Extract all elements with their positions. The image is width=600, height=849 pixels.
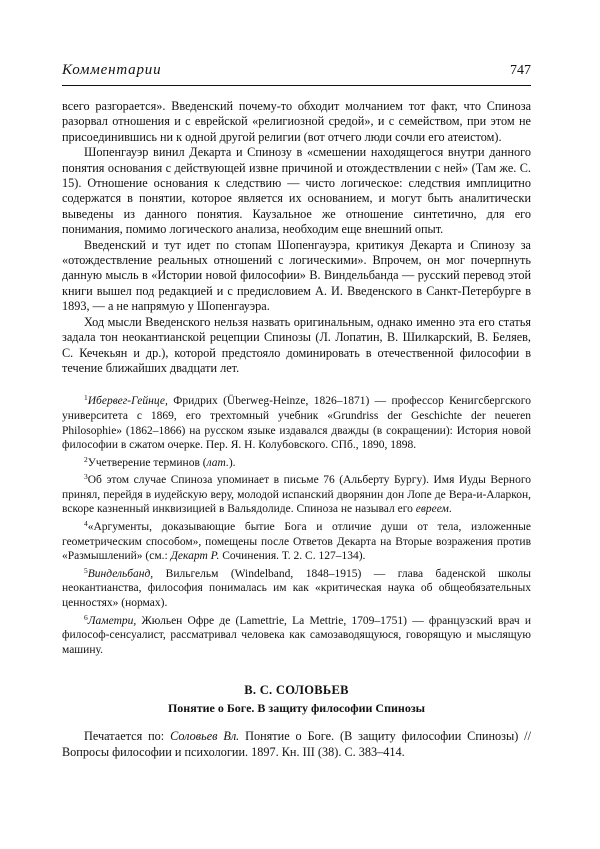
footnote-marker: 1 (84, 393, 88, 403)
footnote-text: Сочинения. Т. 2. С. 127–134). (219, 550, 366, 563)
running-header (62, 62, 531, 86)
paragraph-4: Ход мысли Введенского нельзя назвать оригинальным, однако именно эта его статья задала тон неокантианской рецепции Спинозы (Л. Лопатин, В. Шилкарский, В. Беляев, С. Кечекьян и др.), которой предстояло доминировать в отечественной философии в течение ближайших двадцати лет. (62, 314, 531, 375)
footnote-text: Вильгельм (Windelband, 1848–1915) — глава баденской школы неокантианства, философия понималась им как «критическая наука об общеобязательных ценностях» (нормах). (62, 567, 531, 610)
footnote-4 (62, 517, 531, 564)
page (62, 62, 531, 760)
footnote-text: Об этом случае Спиноза упоминает в письме 76 (Альберту Бургу). Имя Иуды Верного принял, перейдя в иудейскую веру, молодой испанский дворянин дон Лопе де Вера-и-Аларкон, вскоре казненный инквизицией в Вальядолиде. Спиноза не называл его (62, 474, 531, 516)
footnote-1 (62, 391, 531, 452)
footnote-lead: Виндельбанд, (87, 567, 154, 580)
footnote-6 (62, 611, 531, 658)
footnote-italic: Декарт Р. (170, 550, 220, 563)
publication-text: Понятие о Боге. (В защиту философии Спинозы) // Вопросы философии и психологии. 1897. Кн. III (38). С. 383–414. (62, 729, 531, 759)
footnote-text: ). (228, 456, 236, 469)
footnote-lead: Ибервег-Гейнце, (87, 395, 168, 408)
footnote-lead: Ламетри, (87, 614, 137, 627)
publication-note (62, 729, 531, 760)
publication-author: Соловьев Вл. (170, 729, 240, 744)
footnote-2 (62, 453, 531, 471)
publication-text: Печатается по: (84, 729, 171, 744)
footnote-marker: 6 (84, 612, 88, 622)
footnote-3 (62, 470, 531, 517)
page-number: 747 (510, 63, 531, 78)
footnote-italic: лат. (206, 456, 229, 469)
footnote-italic: евреем (415, 503, 449, 516)
paragraph-1: всего разгорается». Введенский почему-то обходит молчанием тот факт, что Спиноза разорвал отношения и с еврейской «религиозной средой», и с семейством, при этом не присоединившись ни к одной другой религии (вот отчего люди сочли его атеистом). (62, 99, 531, 144)
footnotes (62, 391, 531, 657)
footnote-text: . (448, 503, 452, 516)
section-author: В. С. СОЛОВЬЕВ (244, 683, 349, 698)
paragraph-3: Введенский и тут идет по стопам Шопенгауэра, критикуя Декарта и Спинозу за «отождествление реальных отношений с логическими». Впрочем, он мог почерпнуть данную мысль в «Истории новой философии» В. Виндельбанда — русский перевод этой книги вышел под редакцией и с предисловием А. И. Введенского в Санкт-Петербурге в 1893, — а не напрямую у Шопенгауэра. (62, 237, 531, 314)
section-work-title: Понятие о Боге. В защиту философии Спинозы (167, 701, 426, 716)
footnote-text: Фридрих (Überweg-Heinze, 1826–1871) — профессор Кенигсбергского университета с 1869, его трехтомный учебник «Grundriss der Geschichte der neueren Philosophie» (1862–1866) на русском языке издавался дважды (в сокращении): История новой философии в сжатом очерке. Пер. Я. Н. Колубовского. СПб., 1890, 1898. (62, 395, 531, 452)
paragraph-2: Шопенгауэр винил Декарта и Спинозу в «смешении находящегося внутри данного понятия основания с действующей извне причиной и отождествлении с ней» (Там же. С. 15). Отношение основания к следствию — чисто логическое: следствия имплицитно содержатся в понятии, которое является их основанием, и могут быть аналитически выведены из данного понятия. Каузальное же отношение синтетично, для его понимания, помимо логического анализа, необходим еще внешний опыт. (62, 145, 531, 237)
main-text (62, 99, 531, 376)
section-heading (62, 683, 531, 716)
footnote-marker: 2 (84, 454, 88, 464)
footnote-text: Учетверение терминов ( (87, 456, 207, 469)
footnote-text: «Аргументы, доказывающие бытие Бога и отличие души от тела, изложенные геометрическим способом», помещены после Ответов Декарта на Вторые возражения против «Размышлений» (см.: (62, 521, 531, 563)
footnote-marker: 4 (84, 519, 88, 529)
footnote-marker: 5 (84, 565, 88, 575)
footnote-text: Жюльен Офре де (Lamettrie, La Mettrie, 1709–1751) — французский врач и философ-сенсуалист, рассматривал человека как самозаводящуюся, говорящую и мыслящую машину. (62, 614, 531, 656)
footnote-marker: 3 (84, 472, 88, 482)
publication-paragraph (62, 729, 531, 760)
footnote-5 (62, 564, 531, 611)
running-title: Комментарии (62, 62, 162, 78)
